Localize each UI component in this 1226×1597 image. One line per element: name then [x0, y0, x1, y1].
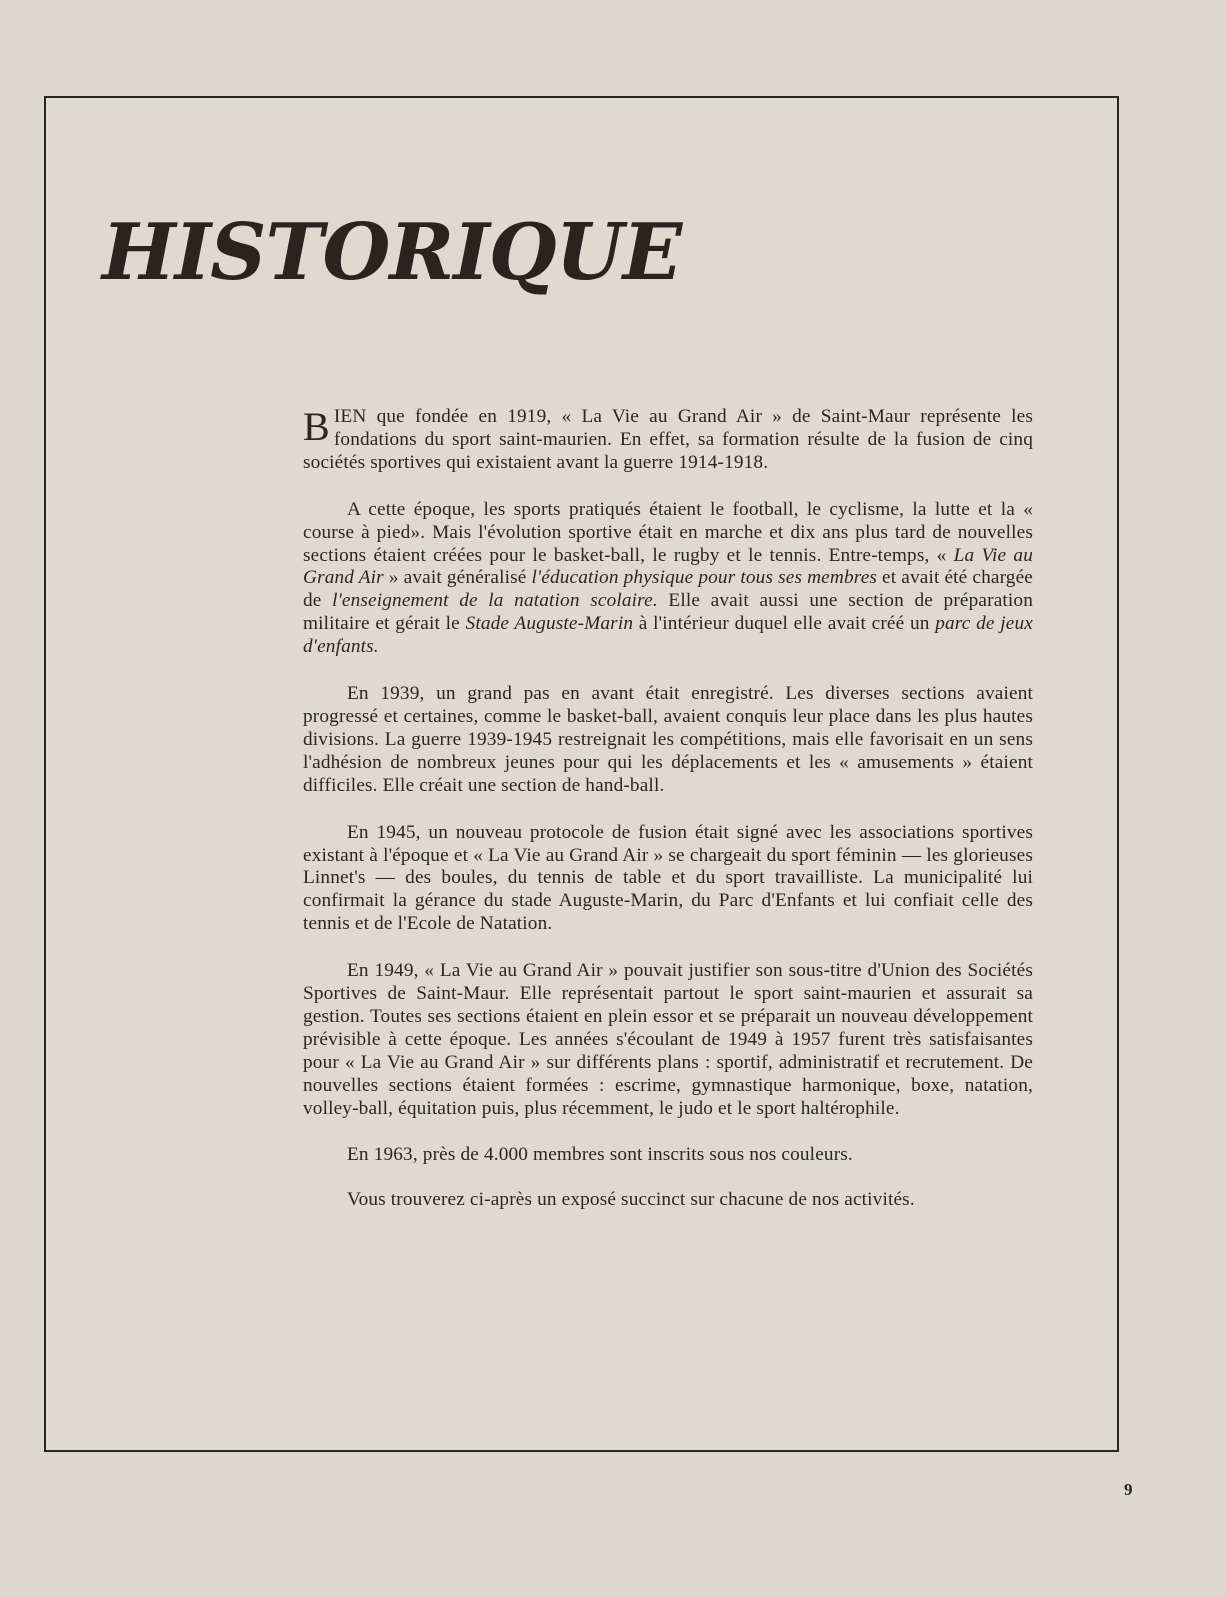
page-number: 9 [1124, 1480, 1133, 1499]
paragraph-5: En 1949, « La Vie au Grand Air » pouvait justifier son sous-titre d'Union des Sociétés Sportives de Saint-Maur. Elle représentait partout le sport saint-maurien et assurait sa gestion. Toutes ses sections étaient en plein essor et se préparait un nouveau développement prévisible à cette époque. Les années s'écoulant de 1949 à 1957 furent très satisfaisantes pour « La Vie au Grand Air » sur différents plans : sportif, administratif et recrutement. De nouvelles sections étaient formées : escrime, gymnastique harmonique, boxe, natation, volley-ball, équitation puis, plus récemment, le judo et le sport haltérophile. [303, 960, 1033, 1119]
paragraph-2-italic-4: Stade Auguste-Marin [465, 613, 634, 635]
paragraph-2-italic-5: parc de jeux d'enfants. [303, 613, 1033, 658]
paragraph-2-italic-1: La Vie au Grand Air [303, 544, 1033, 589]
paragraph-1-text: IEN que fondée en 1919, « La Vie au Grand Air » de Saint-Maur représente les fondations du sport saint-maurien. En effet, sa formation résulte de la fusion de cinq sociétés sportives qui existaient avant la guerre 1914-1918. [303, 406, 1033, 473]
drop-cap: B [303, 404, 330, 449]
paragraph-6: En 1963, près de 4.000 membres sont inscrits sous nos couleurs. [347, 1144, 853, 1166]
paragraph-1 [303, 406, 1033, 475]
paragraph-4: En 1945, un nouveau protocole de fusion était signé avec les associations sportives existant à l'époque et « La Vie au Grand Air » se chargeait du sport féminin — les glorieuses Linnet's — des boules, du tennis de table et du sport travailliste. La municipalité lui confirmait la gérance du stade Auguste-Marin, du Parc d'Enfants et lui confiait celle des tennis et de l'Ecole de Natation. [303, 821, 1033, 935]
article-body [303, 406, 1033, 1234]
page-title: HISTORIQUE [102, 207, 682, 298]
paragraph-2-text-5: à l'intérieur duquel elle avait créé un [633, 613, 936, 635]
paragraph-3: En 1939, un grand pas en avant était enregistré. Les diverses sections avaient progressé et certaines, comme le basket-ball, avaient conquis leur place dans les plus hautes divisions. La guerre 1939-1945 restreignait les compétitions, mais elle favorisait en un sens l'adhésion de nombreux jeunes pour qui les déplacements et les « amusements » étaient difficiles. Elle créait une section de hand-ball. [303, 683, 1033, 796]
paragraph-2 [303, 499, 1033, 659]
paragraph-2-text-2: » avait généralisé [383, 567, 532, 589]
paragraph-2-text-4: Elle avait aussi une section de préparation militaire et gérait le [303, 590, 1033, 635]
paragraph-2-text-1: A cette époque, les sports pratiqués étaient le football, le cyclisme, la lutte et la « course à pied». Mais l'évolution sportive était en marche et dix ans plus tard de nouvelles sections étaient créées pour le basket-ball, le rugby et le tennis. Entre-temps, « [303, 498, 1033, 566]
paragraph-2-italic-2: l'éducation physique pour tous ses membres [531, 567, 878, 589]
paragraph-2-text-3: et avait été chargée de [303, 567, 1034, 612]
paragraph-7: Vous trouverez ci-après un exposé succinct sur chacune de nos activités. [347, 1189, 915, 1211]
paragraph-2-italic-3: l'enseignement de la natation scolaire. [332, 590, 658, 612]
